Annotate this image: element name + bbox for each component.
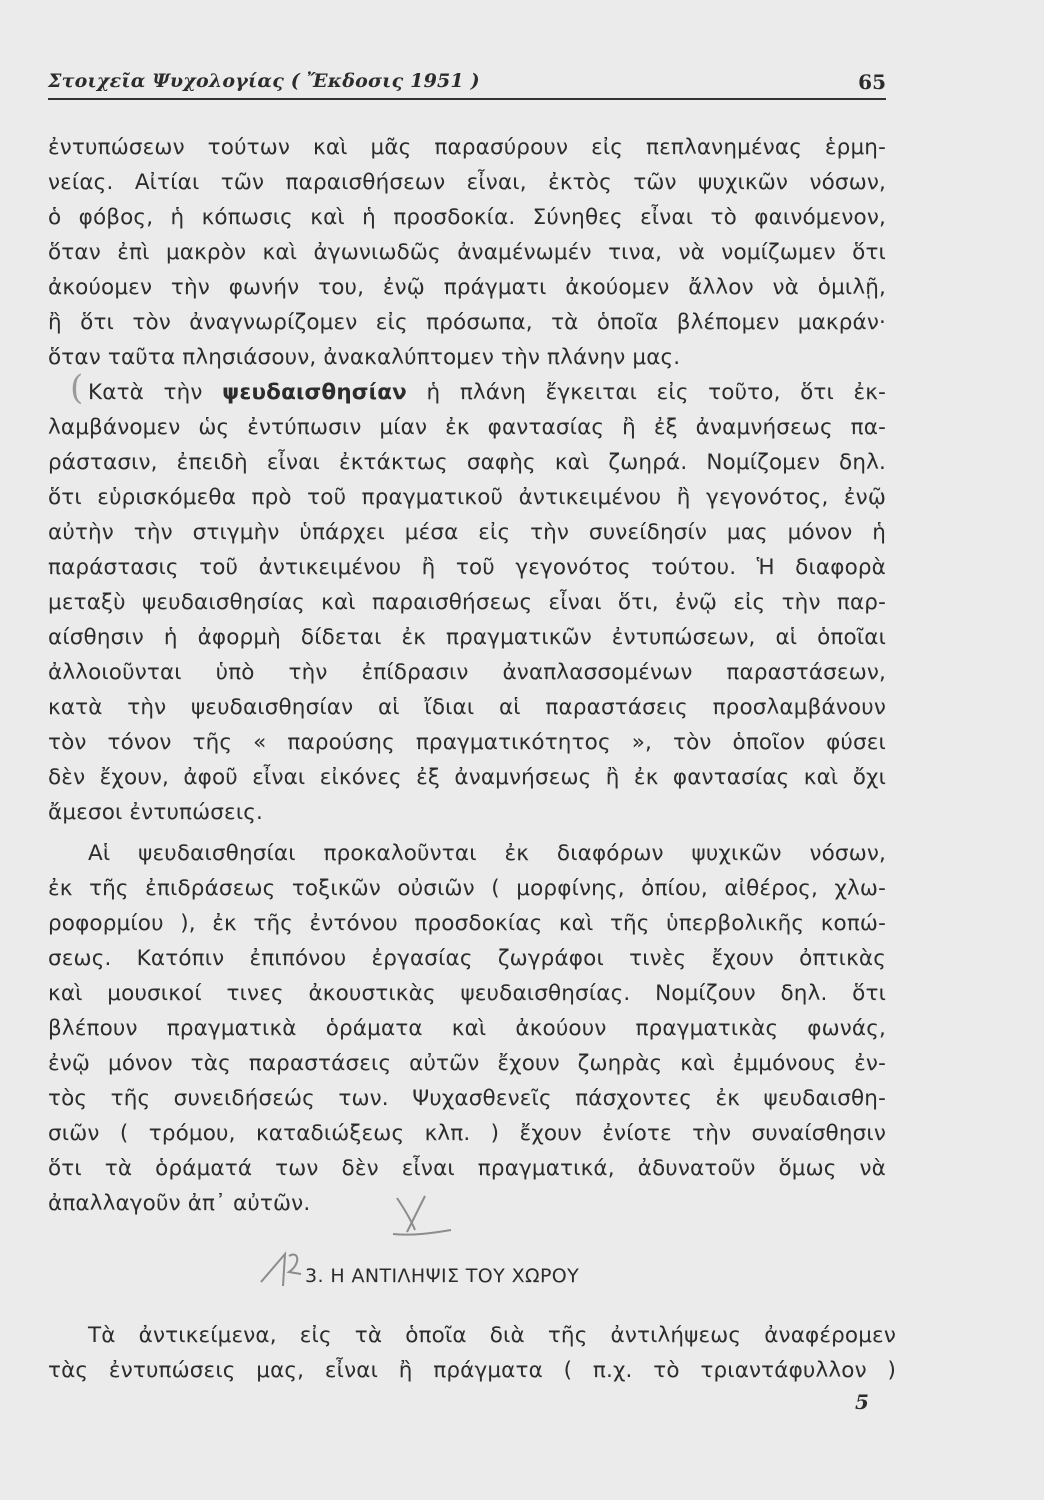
text-line: αίσθησιν ἡ ἀφορμὴ δίδεται ἐκ πραγματικῶν ἐντυπώσεων, αἱ ὁποῖαι — [48, 625, 886, 650]
text-line: νείας. Αἰτίαι τῶν παραισθήσεων εἶναι, ἐκτὸς τῶν ψυχικῶν νόσων, — [48, 170, 886, 195]
text-line: Τὰ ἀντικείμενα, εἰς τὰ ὁποῖα διὰ τῆς ἀντιλήψεως ἀναφέρομεν — [88, 1323, 896, 1348]
text-run: ἡ πλάνη ἔγκειται εἰς τοῦτο, ὅτι ἐκ- — [406, 380, 886, 405]
header-title: Στοιχεῖα Ψυχολογίας ( Ἔκδοσις 1951 ) — [48, 70, 480, 92]
text-line: ὅταν ταῦτα πλησιάσουν, ἀνακαλύπτομεν τὴν πλάνην μας. — [48, 345, 681, 370]
text-line: τὰς ἐντυπώσεις μας, εἶναι ἢ πράγματα ( π.χ. τὸ τριαντάφυλλον ) — [48, 1358, 896, 1383]
pencil-scribble-mark — [255, 1242, 305, 1292]
pencil-x-mark — [385, 1192, 455, 1242]
text-line: ράστασιν, ἐπειδὴ εἶναι ἐκτάκτως σαφὴς καὶ ζωηρά. Νομίζομεν δηλ. — [48, 450, 886, 475]
text-run: Κατὰ τὴν — [88, 380, 223, 405]
section-heading: 3. Η ΑΝΤΙΛΗΨΙΣ ΤΟΥ ΧΩΡΟΥ — [305, 1265, 580, 1287]
text-line: ἀπαλλαγοῦν ἀπ᾽ αὐτῶν. — [48, 1191, 311, 1216]
text-line: δὲν ἔχουν, ἀφοῦ εἶναι εἰκόνες ἐξ ἀναμνήσεως ἢ ἐκ φαντασίας καὶ ὄχι — [48, 765, 886, 790]
text-line: ἐντυπώσεων τούτων καὶ μᾶς παρασύρουν εἰς πεπλανημένας ἑρμη- — [48, 135, 886, 160]
text-line: παράστασις τοῦ ἀντικειμένου ἢ τοῦ γεγονότος τούτου. Ἡ διαφορὰ — [48, 555, 886, 580]
text-line: ὅταν ἐπὶ μακρὸν καὶ ἀγωνιωδῶς ἀναμένωμέν τινα, νὰ νομίζωμεν ὅτι — [48, 240, 886, 265]
text-line: τὸς τῆς συνειδήσεώς των. Ψυχασθενεῖς πάσχοντες ἐκ ψευδαισθη- — [48, 1086, 886, 1111]
text-line: σιῶν ( τρόμου, καταδιώξεως κλπ. ) ἔχουν ἐνίοτε τὴν συναίσθησιν — [48, 1121, 886, 1146]
text-line: ἢ ὅτι τὸν ἀναγνωρίζομεν εἰς πρόσωπα, τὰ ὁποῖα βλέπομεν μακράν· — [48, 310, 886, 335]
text-line: ἐκ τῆς ἐπιδράσεως τοξικῶν οὐσιῶν ( μορφίνης, ὀπίου, αἰθέρος, χλω- — [48, 876, 886, 901]
text-line: Αἱ ψευδαισθησίαι προκαλοῦνται ἐκ διαφόρων ψυχικῶν νόσων, — [88, 841, 886, 866]
text-line: τὸν τόνον τῆς « παρούσης πραγματικότητος », τὸν ὁποῖον φύσει — [48, 730, 886, 755]
text-line: αὐτὴν τὴν στιγμὴν ὑπάρχει μέσα εἰς τὴν συνείδησίν μας μόνον ἡ — [48, 520, 886, 545]
text-line: καὶ μουσικοί τινες ἀκουστικὰς ψευδαισθησίας. Νομίζουν δηλ. ὅτι — [48, 981, 886, 1006]
bold-term: ψευδαισθησίαν — [222, 380, 407, 405]
running-header — [48, 64, 886, 100]
text-line: ἀκούομεν τὴν φωνήν του, ἐνῷ πράγματι ἀκούομεν ἄλλον νὰ ὁμιλῇ, — [48, 275, 886, 300]
text-line: ἐνῷ μόνον τὰς παραστάσεις αὐτῶν ἔχουν ζωηρὰς καὶ ἐμμόνους ἐν- — [48, 1051, 886, 1076]
text-line: ὁ φόβος, ἡ κόπωσις καὶ ἡ προσδοκία. Σύνηθες εἶναι τὸ φαινόμενον, — [48, 205, 886, 230]
page-number: 65 — [858, 70, 886, 94]
pencil-bracket-mark: ( — [70, 368, 84, 408]
text-line: ροφορμίου ), ἐκ τῆς ἐντόνου προσδοκίας καὶ τῆς ὑπερβολικῆς κοπώ- — [48, 911, 886, 936]
text-line: σεως. Κατόπιν ἐπιπόνου ἐργασίας ζωγράφοι τινὲς ἔχουν ὀπτικὰς — [48, 946, 886, 971]
paragraph-first-line — [88, 377, 886, 409]
text-line: ὅτι τὰ ὁράματά των δὲν εἶναι πραγματικά, ἀδυνατοῦν ὅμως νὰ — [48, 1156, 886, 1181]
text-line: λαμβάνομεν ὡς ἐντύπωσιν μίαν ἐκ φαντασίας ἢ ἐξ ἀναμνήσεως πα- — [48, 415, 886, 440]
text-line: ἄμεσοι ἐντυπώσεις. — [48, 800, 264, 825]
text-line: ἀλλοιοῦνται ὑπὸ τὴν ἐπίδρασιν ἀναπλασσομένων παραστάσεων, — [48, 660, 886, 685]
text-line: βλέπουν πραγματικὰ ὁράματα καὶ ἀκούουν πραγματικὰς φωνάς, — [48, 1016, 886, 1041]
signature-mark: 5 — [855, 1390, 869, 1414]
text-line: κατὰ τὴν ψευδαισθησίαν αἱ ἴδιαι αἱ παραστάσεις προσλαμβάνουν — [48, 695, 886, 720]
text-line: ὅτι εὑρισκόμεθα πρὸ τοῦ πραγματικοῦ ἀντικειμένου ἢ γεγονότος, ἐνῷ — [48, 485, 886, 510]
text-line: μεταξὺ ψευδαισθησίας καὶ παραισθήσεως εἶναι ὅτι, ἐνῷ εἰς τὴν παρ- — [48, 590, 886, 615]
